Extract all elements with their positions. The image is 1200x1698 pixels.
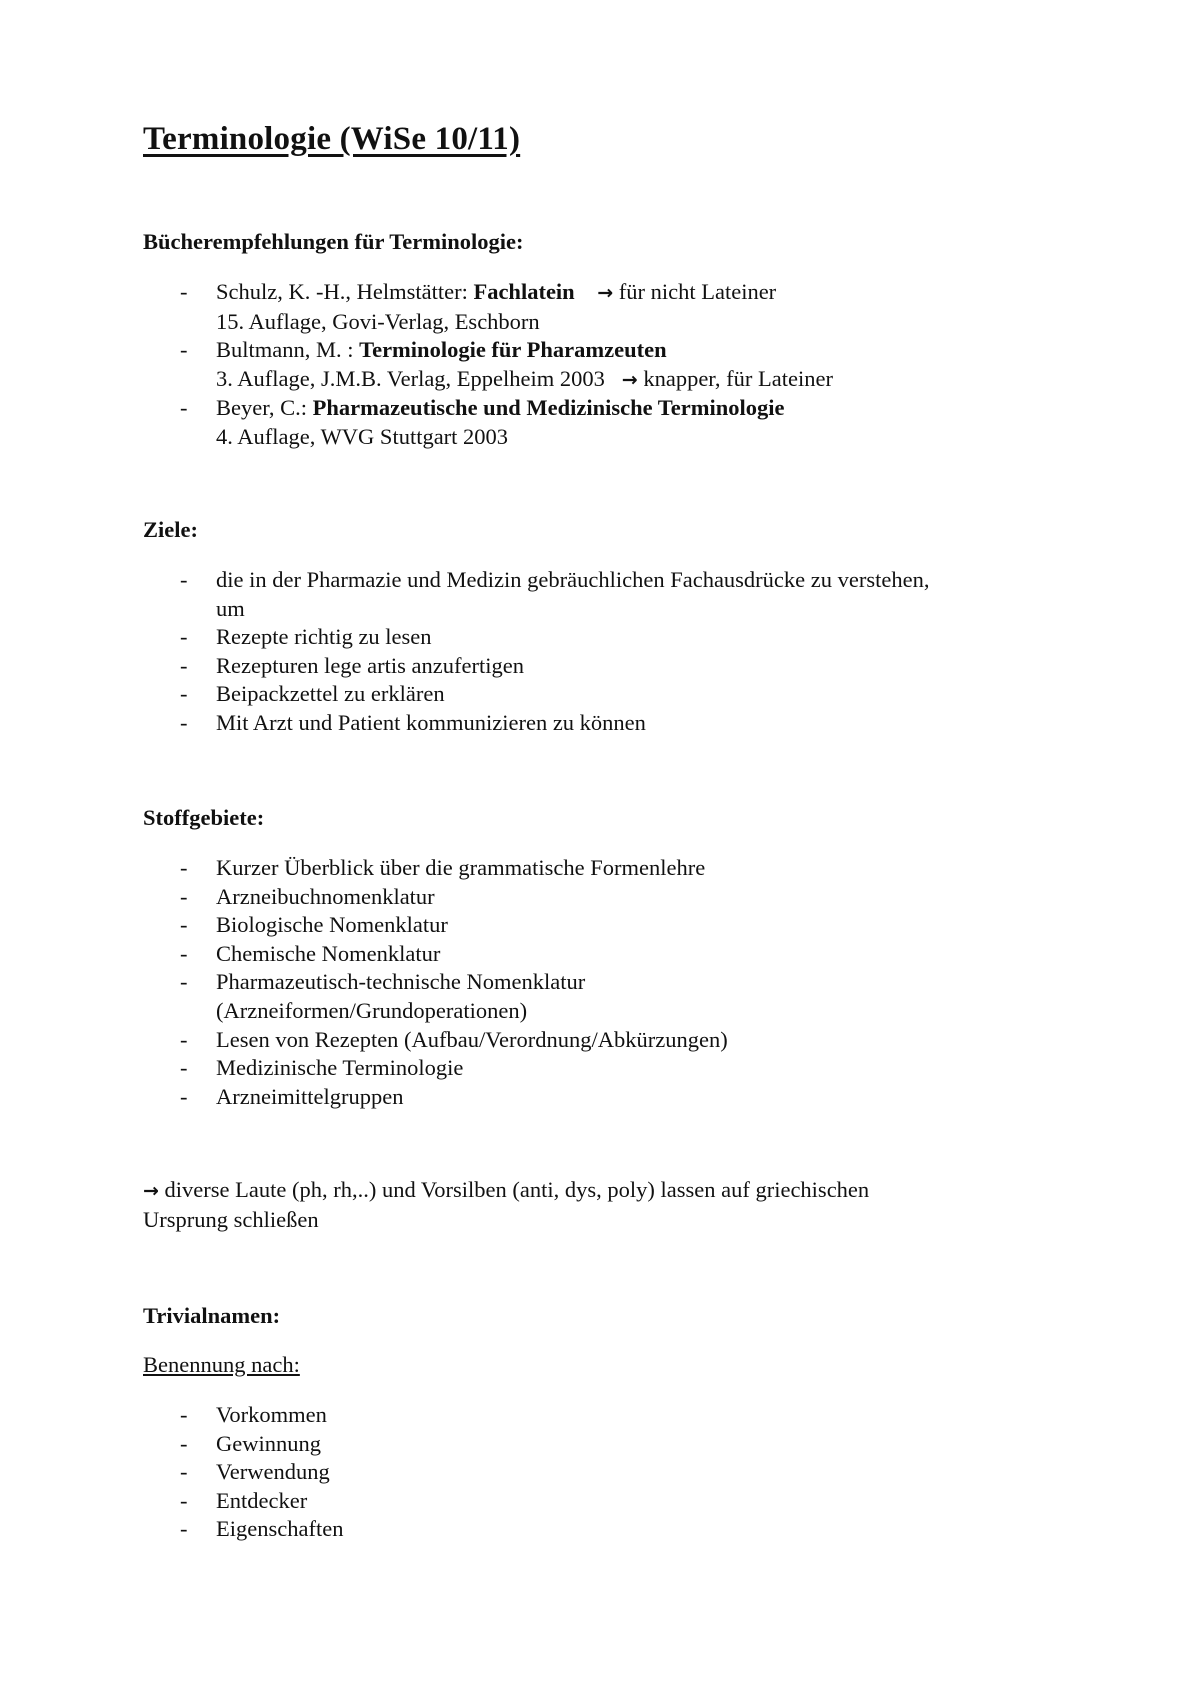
page-title: Terminologie (WiSe 10/11) bbox=[143, 121, 521, 157]
list-item bbox=[143, 566, 1083, 623]
book-details-line bbox=[216, 365, 1083, 395]
list-item-text: Vorkommen bbox=[216, 1402, 327, 1427]
book-note: für nicht Lateiner bbox=[613, 279, 777, 304]
list-item-text: Biologische Nomenklatur bbox=[216, 912, 448, 938]
list-dash: - bbox=[180, 567, 188, 592]
list-item-text: die in der Pharmazie und Medizin gebräuchlichen Fachausdrücke zu verstehen, bbox=[216, 567, 930, 592]
list-dash: - bbox=[180, 1402, 188, 1427]
list-item bbox=[143, 911, 1083, 940]
list-item bbox=[143, 1026, 1083, 1055]
origin-note-text-continued: Ursprung schließen bbox=[143, 1206, 319, 1232]
list-item bbox=[143, 278, 1083, 336]
origin-note-line bbox=[143, 1176, 1083, 1206]
list-item bbox=[143, 1515, 1083, 1544]
list-item-text: Medizinische Terminologie bbox=[216, 1055, 464, 1081]
list-dash: - bbox=[180, 1026, 188, 1052]
list-item bbox=[143, 1083, 1083, 1112]
list-item-text: Chemische Nomenklatur bbox=[216, 940, 441, 966]
book-author: Beyer, C.: bbox=[216, 395, 313, 421]
arrow-icon: → bbox=[621, 368, 638, 391]
list-dash: - bbox=[180, 652, 188, 678]
list-item-text-continued: um bbox=[216, 595, 245, 621]
list-dash: - bbox=[180, 1430, 188, 1456]
book-details: 3. Auflage, J.M.B. Verlag, Eppelheim 2003 bbox=[216, 365, 605, 391]
naming-subheading: Benennung nach: bbox=[143, 1352, 300, 1377]
arrow-icon: → bbox=[597, 282, 614, 304]
list-item bbox=[143, 854, 1083, 883]
goals-heading: Ziele: bbox=[143, 517, 198, 542]
list-item bbox=[143, 709, 1083, 738]
book-title: Fachlatein bbox=[473, 279, 575, 304]
list-item bbox=[143, 940, 1083, 969]
list-item-text: Beipackzettel zu erklären bbox=[216, 681, 445, 707]
list-dash: - bbox=[180, 337, 188, 363]
list-item bbox=[143, 1401, 1083, 1430]
book-details: 15. Auflage, Govi-Verlag, Eschborn bbox=[216, 308, 540, 334]
list-item-text: Eigenschaften bbox=[216, 1516, 344, 1542]
list-dash: - bbox=[180, 279, 188, 304]
topics-list bbox=[143, 854, 1083, 1111]
list-dash: - bbox=[180, 709, 188, 735]
book-author: Bultmann, M. : bbox=[216, 337, 360, 363]
list-dash: - bbox=[180, 855, 188, 880]
list-dash: - bbox=[180, 940, 188, 966]
topics-heading: Stoffgebiete: bbox=[143, 805, 265, 830]
books-heading: Bücherempfehlungen für Terminologie: bbox=[143, 229, 524, 254]
book-author: Schulz, K. -H., Helmstätter: bbox=[216, 279, 474, 304]
goals-list bbox=[143, 566, 1083, 738]
book-title: Pharmazeutische und Medizinische Terminologie bbox=[312, 395, 785, 421]
list-item-text: Gewinnung bbox=[216, 1430, 321, 1456]
list-item bbox=[143, 336, 1083, 394]
list-item bbox=[143, 1054, 1083, 1083]
list-item bbox=[143, 623, 1083, 652]
origin-note bbox=[143, 1176, 1083, 1234]
list-item bbox=[143, 1487, 1083, 1516]
list-item-text: Arzneimittelgruppen bbox=[216, 1083, 404, 1109]
list-dash: - bbox=[180, 624, 188, 650]
list-dash: - bbox=[180, 883, 188, 909]
list-dash: - bbox=[180, 395, 188, 421]
list-item bbox=[143, 968, 1083, 1025]
list-item-text: Lesen von Rezepten (Aufbau/Verordnung/Abkürzungen) bbox=[216, 1026, 728, 1052]
list-dash: - bbox=[180, 1083, 188, 1109]
list-item-text: Rezepte richtig zu lesen bbox=[216, 624, 432, 650]
list-item-text: Kurzer Überblick über die grammatische Formenlehre bbox=[216, 855, 706, 880]
list-item-text: Pharmazeutisch-technische Nomenklatur bbox=[216, 969, 586, 995]
book-line bbox=[216, 278, 1083, 308]
list-item-text: Verwendung bbox=[216, 1459, 330, 1485]
book-details: 4. Auflage, WVG Stuttgart 2003 bbox=[216, 423, 509, 449]
list-item-text-continued: (Arzneiformen/Grundoperationen) bbox=[216, 997, 528, 1023]
list-dash: - bbox=[180, 912, 188, 938]
list-dash: - bbox=[180, 681, 188, 707]
list-item-text: Mit Arzt und Patient kommunizieren zu können bbox=[216, 709, 646, 735]
list-item bbox=[143, 1458, 1083, 1487]
books-list bbox=[143, 278, 1083, 452]
list-item bbox=[143, 1430, 1083, 1459]
naming-list bbox=[143, 1401, 1083, 1544]
list-item bbox=[143, 883, 1083, 912]
list-dash: - bbox=[180, 1055, 188, 1081]
list-item-text: Arzneibuchnomenklatur bbox=[216, 883, 435, 909]
list-item bbox=[143, 680, 1083, 709]
origin-note-text: diverse Laute (ph, rh,..) und Vorsilben (anti, dys, poly) lassen auf griechischen bbox=[158, 1177, 870, 1202]
list-dash: - bbox=[180, 1459, 188, 1485]
list-item-text: Entdecker bbox=[216, 1487, 308, 1513]
book-line bbox=[216, 336, 1083, 365]
trivial-heading: Trivialnamen: bbox=[143, 1303, 281, 1328]
book-line bbox=[216, 394, 1083, 423]
list-item-text: Rezepturen lege artis anzufertigen bbox=[216, 652, 524, 678]
arrow-icon: → bbox=[143, 1180, 159, 1202]
book-title: Terminologie für Pharamzeuten bbox=[359, 337, 667, 363]
list-item bbox=[143, 652, 1083, 681]
list-dash: - bbox=[180, 969, 188, 995]
book-note: knapper, für Lateiner bbox=[637, 365, 833, 391]
list-item bbox=[143, 394, 1083, 451]
list-dash: - bbox=[180, 1487, 188, 1513]
list-dash: - bbox=[180, 1516, 188, 1542]
